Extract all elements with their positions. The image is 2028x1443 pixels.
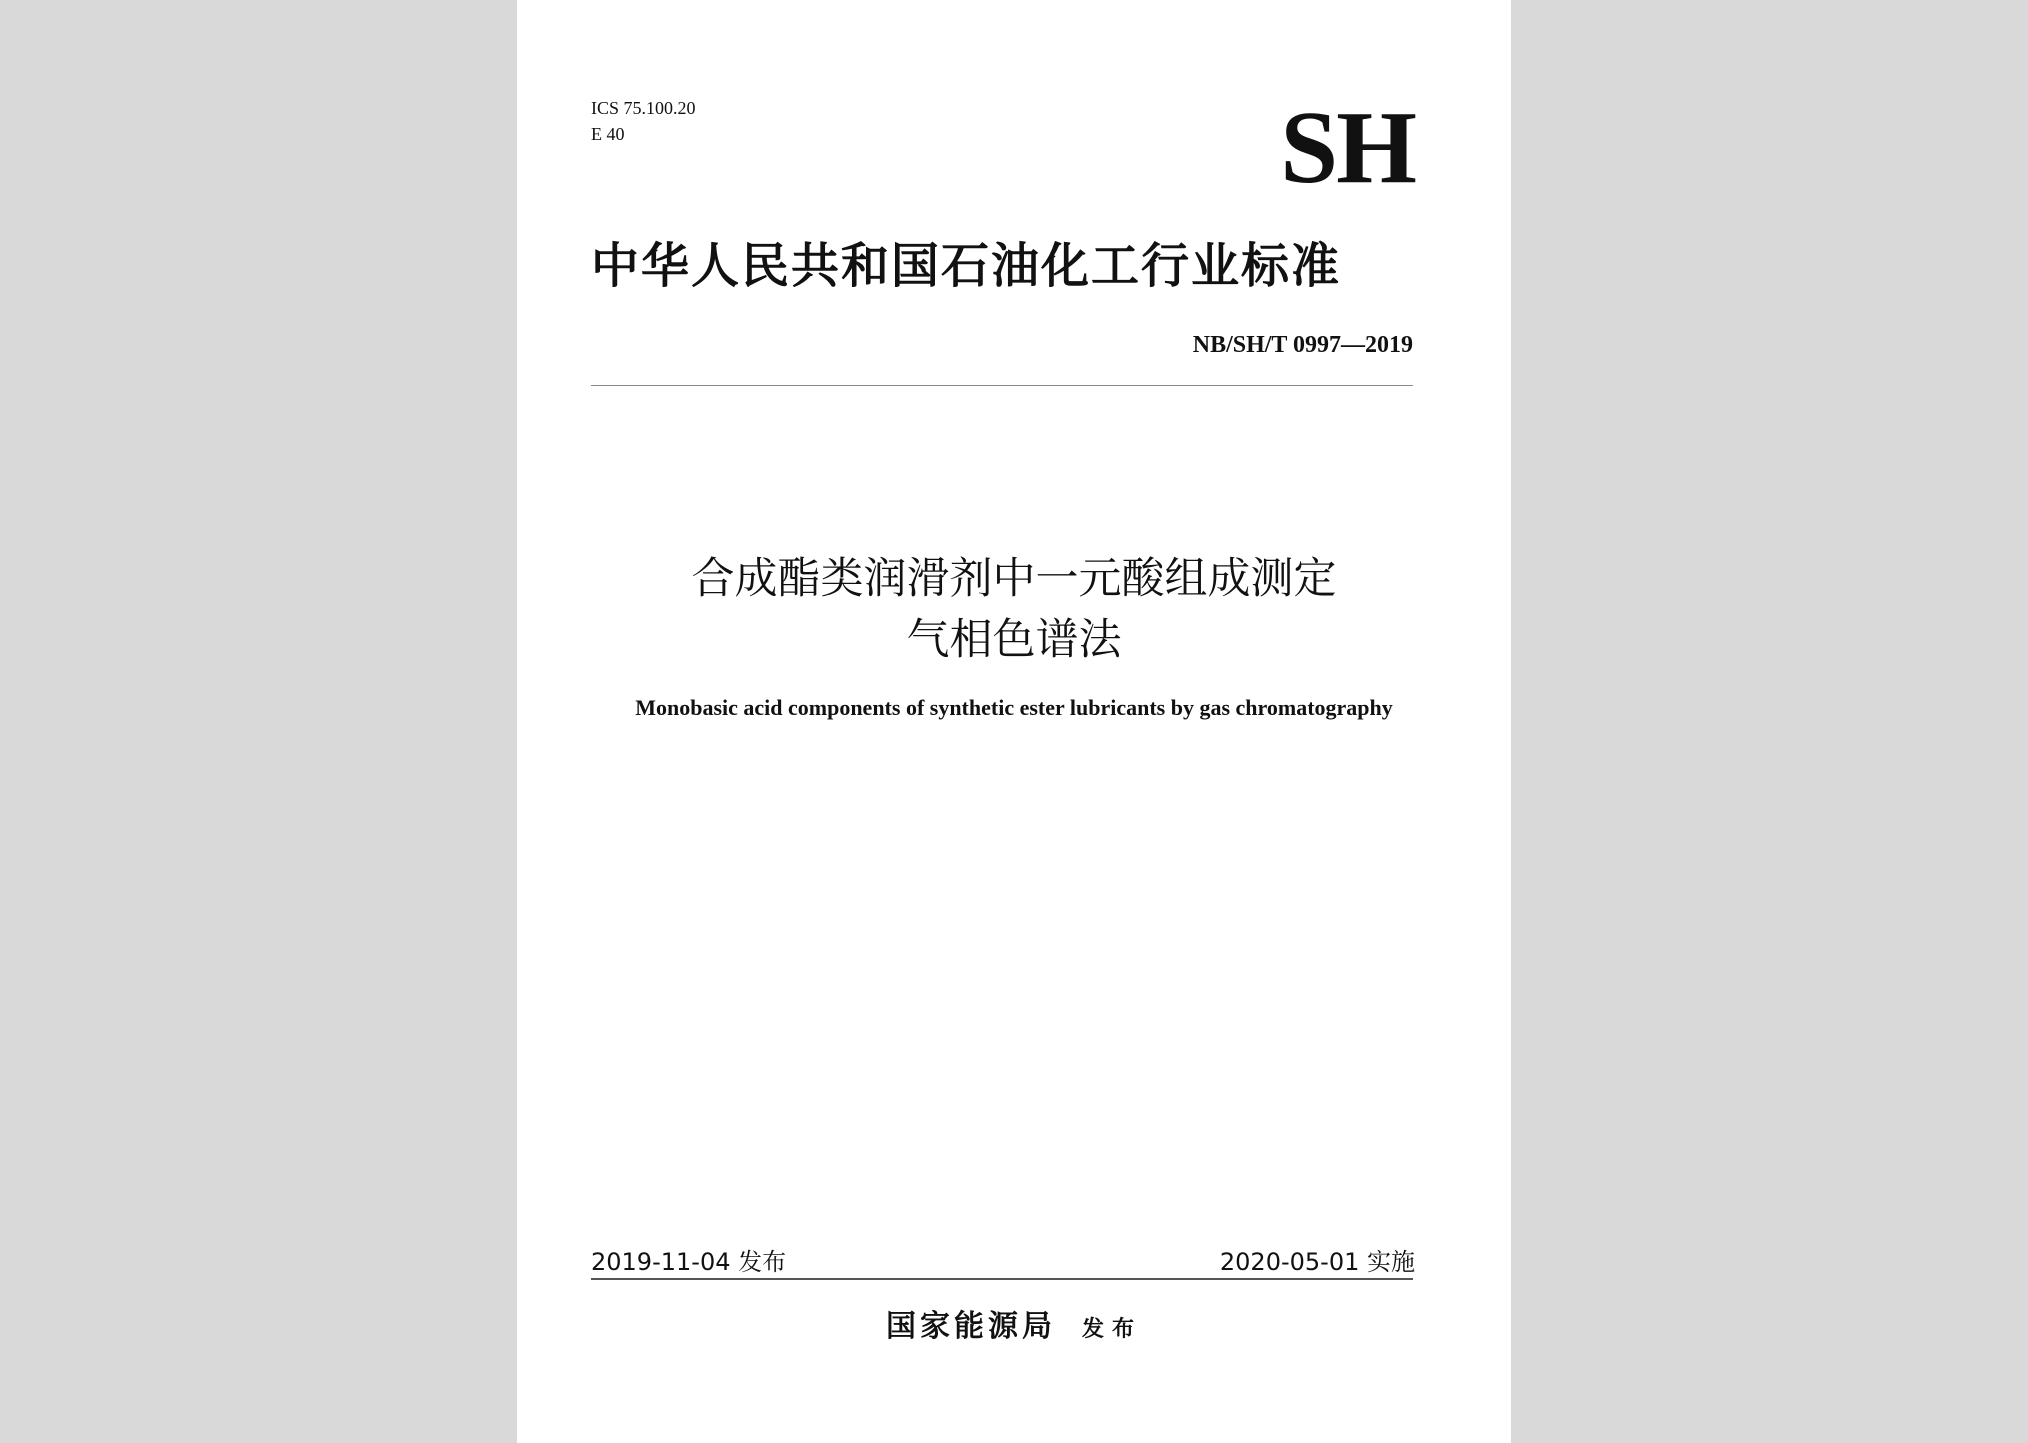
standard-number: NB/SH/T 0997—2019 (1192, 332, 1413, 358)
header-divider (591, 385, 1413, 386)
implementation-date: 2020-05-01 实施 (1219, 1248, 1415, 1276)
footer-divider (591, 1278, 1413, 1280)
document-page (517, 0, 1511, 1443)
issuer-suffix: 发布 (1081, 1317, 1142, 1342)
issuer-name: 国家能源局 (885, 1309, 1056, 1344)
issuing-authority (517, 1309, 1511, 1348)
chinese-title-line-2: 气相色谱法 (906, 615, 1122, 665)
chinese-title-line-1: 合成酯类润滑剂中一元酸组成测定 (691, 554, 1337, 604)
ics-code: ICS 75.100.20 (591, 98, 696, 118)
ccs-code: E 40 (591, 124, 625, 144)
sh-logo: SH (1280, 90, 1415, 205)
classification-codes (591, 96, 696, 148)
standard-category-title: 中华人民共和国石油化工行业标准 (591, 238, 1342, 294)
issue-date: 2019-11-04 发布 (591, 1248, 787, 1276)
english-title: Monobasic acid components of synthetic ester lubricants by gas chromatography (635, 695, 1393, 720)
